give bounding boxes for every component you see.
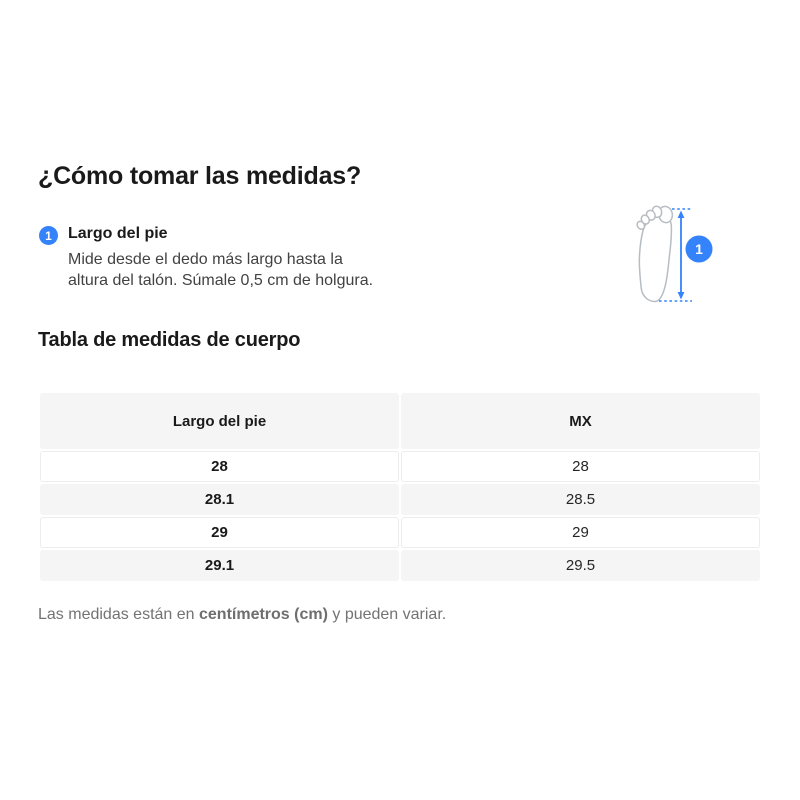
page-title: ¿Cómo tomar las medidas? — [38, 162, 362, 190]
table-row — [40, 451, 760, 482]
mx-size-value: 29.5 — [401, 550, 760, 581]
measure-arrowhead-up — [678, 211, 685, 219]
units-note-suffix: y pueden variar. — [327, 606, 447, 623]
units-note — [38, 606, 446, 624]
mx-size-value: 28.5 — [401, 484, 760, 515]
step-1-title: Largo del pie — [68, 225, 168, 242]
step-1-description — [68, 249, 373, 291]
mx-size-value: 28 — [401, 451, 760, 482]
size-table-header-row — [40, 393, 760, 449]
figure-step-number: 1 — [695, 241, 703, 257]
foot-length-value: 29.1 — [40, 550, 399, 581]
mx-size-value: 29 — [401, 517, 760, 548]
step-1-description-line1: Mide desde el dedo más largo hasta la — [68, 251, 343, 268]
table-row — [40, 517, 760, 548]
step-1-description-line2: altura del talón. Súmale 0,5 cm de holgura. — [68, 272, 374, 289]
step-1-badge — [39, 226, 58, 245]
foot-length-value: 28 — [40, 451, 399, 482]
size-table-title: Tabla de medidas de cuerpo — [38, 329, 301, 351]
foot-length-diagram-icon — [615, 195, 725, 310]
units-note-prefix: Las medidas están en — [38, 606, 199, 623]
size-table-header-mx: MX — [401, 393, 760, 449]
step-1-number: 1 — [45, 228, 52, 243]
size-table-header-foot-length: Largo del pie — [40, 393, 399, 449]
measure-arrowhead-down — [678, 292, 685, 300]
table-row — [40, 484, 760, 515]
size-table — [38, 391, 762, 583]
foot-length-value: 29 — [40, 517, 399, 548]
table-row — [40, 550, 760, 581]
units-note-bold: centímetros (cm) — [199, 606, 328, 623]
foot-length-value: 28.1 — [40, 484, 399, 515]
